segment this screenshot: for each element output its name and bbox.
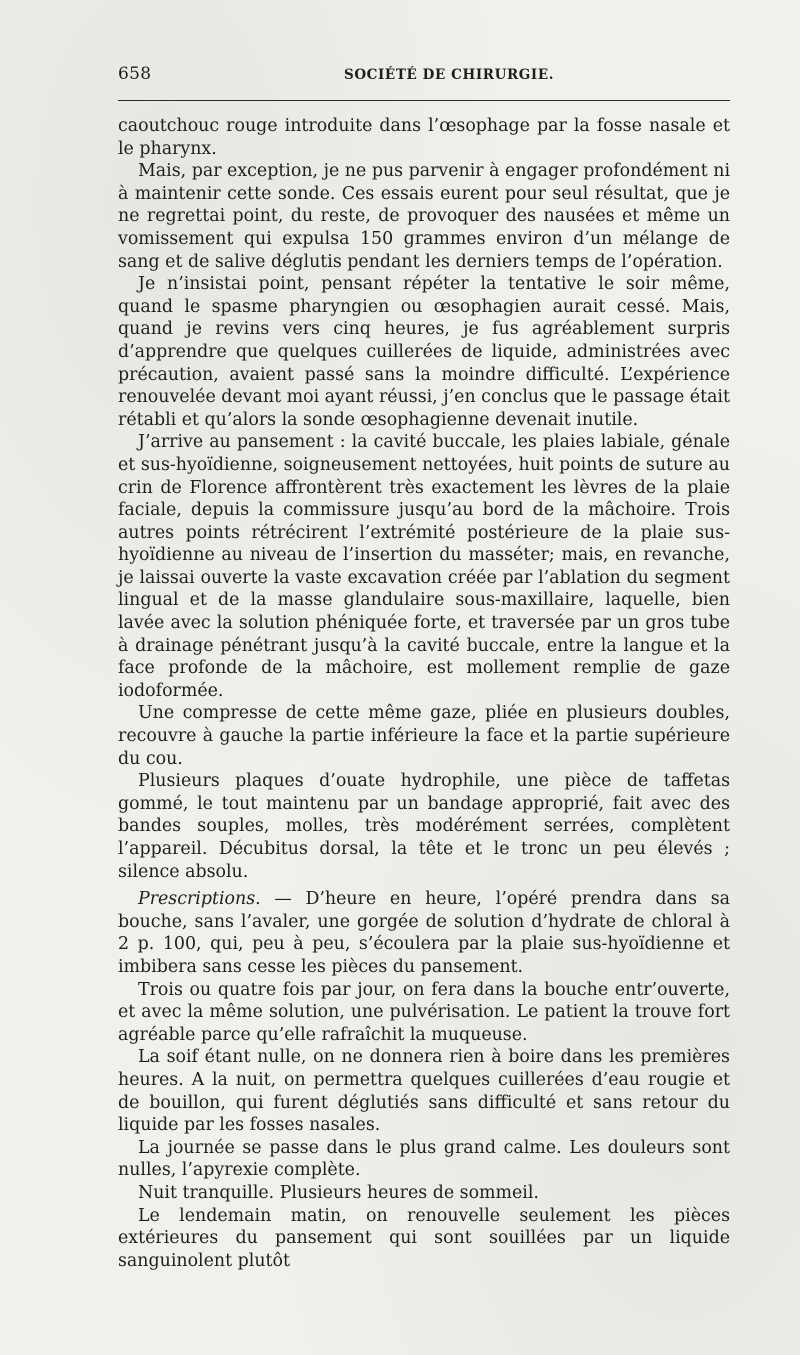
prescriptions-text: — D’heure en heure, l’opéré prendra dans sa bouche, sans l’avaler, une gorgée de solution d’hydrate de chloral à 2 p. 100, qui, peu à peu, s’écoulera par la plaie sus-hyoïdienne et imbibera sans cesse les pièces du pansement.	[118, 889, 730, 977]
paragraph: Trois ou quatre fois par jour, on fera dans la bouche entr’ouverte, et avec la même solution, une pulvérisation. Le patient la trouve fort agréable parce qu’elle rafraîchit la muqueuse.	[118, 979, 730, 1045]
paragraph: Le lendemain matin, on renouvelle seulement les pièces extérieures du pansement qui sont souillées par un liquide sanguinolent plutôt	[118, 1205, 730, 1271]
running-head: SOCIÉTÉ DE CHIRURGIE.	[343, 67, 555, 83]
paragraph: Une compresse de cette même gaze, pliée en plusieurs doubles, recouvre à gauche la partie inférieure la face et la partie supérieure du cou.	[118, 703, 730, 769]
paragraph: J’arrive au pansement : la cavité buccale, les plaies labiale, génale et sus-hyoïdienne, soigneusement nettoyées, huit points de suture au crin de Florence affrontèrent très exactement les lèvres de la plaie faciale, depuis la commissure jusqu’au bord de la mâchoire. Trois autres points rétrécirent l’extrémité postérieure de la plaie sus-hyoïdienne au niveau de l’insertion du masséter; mais, en revanche, je laissai ouverte la vaste excavation créée par l’ablation du segment lingual et de la masse glandulaire sous-maxillaire, laquelle, bien lavée avec la solution phéniquée forte, et traversée par un gros tube à drainage pénétrant jusqu’à la cavité buccale, entre la langue et la face profonde de la mâchoire, est mollement remplie de gaze iodoformée.	[118, 432, 730, 701]
body-text	[118, 115, 730, 1272]
paragraph: Je n’insistai point, pensant répéter la tentative le soir même, quand le spasme pharyngien ou œsophagien aurait cessé. Mais, quand je revins vers cinq heures, je fus agréablement surpris d’apprendre que quelques cuillerées de liquide, administrées avec précaution, avaient passé sans la moindre difficulté. L’expérience renouvelée devant moi ayant réussi, j’en conclus que le passage était rétabli et qu’alors la sonde œsophagienne devenait inutile.	[118, 274, 730, 430]
prescriptions-paragraph	[118, 888, 730, 978]
paragraph: Mais, par exception, je ne pus parvenir à engager profondément ni à maintenir cette sonde. Ces essais eurent pour seul résultat, que je ne regrettai point, du reste, de provoquer des nausées et même un vomissement qui expulsa 150 grammes environ d’un mélange de sang et de salive déglutis pendant les derniers temps de l’opération.	[118, 161, 731, 272]
header-rule	[118, 100, 730, 101]
page-number: 658	[118, 64, 152, 84]
paragraph: La soif étant nulle, on ne donnera rien à boire dans les premières heures. A la nuit, on permettra quelques cuillerées d’eau rougie et de bouillon, qui furent déglutiés sans difficulté et sans retour du liquide par les fosses nasales.	[118, 1047, 730, 1136]
paragraph: Nuit tranquille. Plusieurs heures de sommeil.	[138, 1182, 539, 1203]
paragraph: caoutchouc rouge introduite dans l’œsophage par la fosse nasale et le pharynx.	[118, 116, 730, 159]
prescriptions-label: Prescriptions.	[138, 889, 261, 910]
page-header	[118, 64, 730, 88]
paragraph: La journée se passe dans le plus grand calme. Les douleurs sont nulles, l’apyrexie complète.	[118, 1137, 730, 1181]
paragraph: Plusieurs plaques d’ouate hydrophile, une pièce de taffetas gommé, le tout maintenu par un bandage approprié, fait avec des bandes souples, molles, très modérément serrées, complètent l’appareil. Décubitus dorsal, la tête et le tronc un peu élevés ; silence absolu.	[118, 771, 730, 882]
